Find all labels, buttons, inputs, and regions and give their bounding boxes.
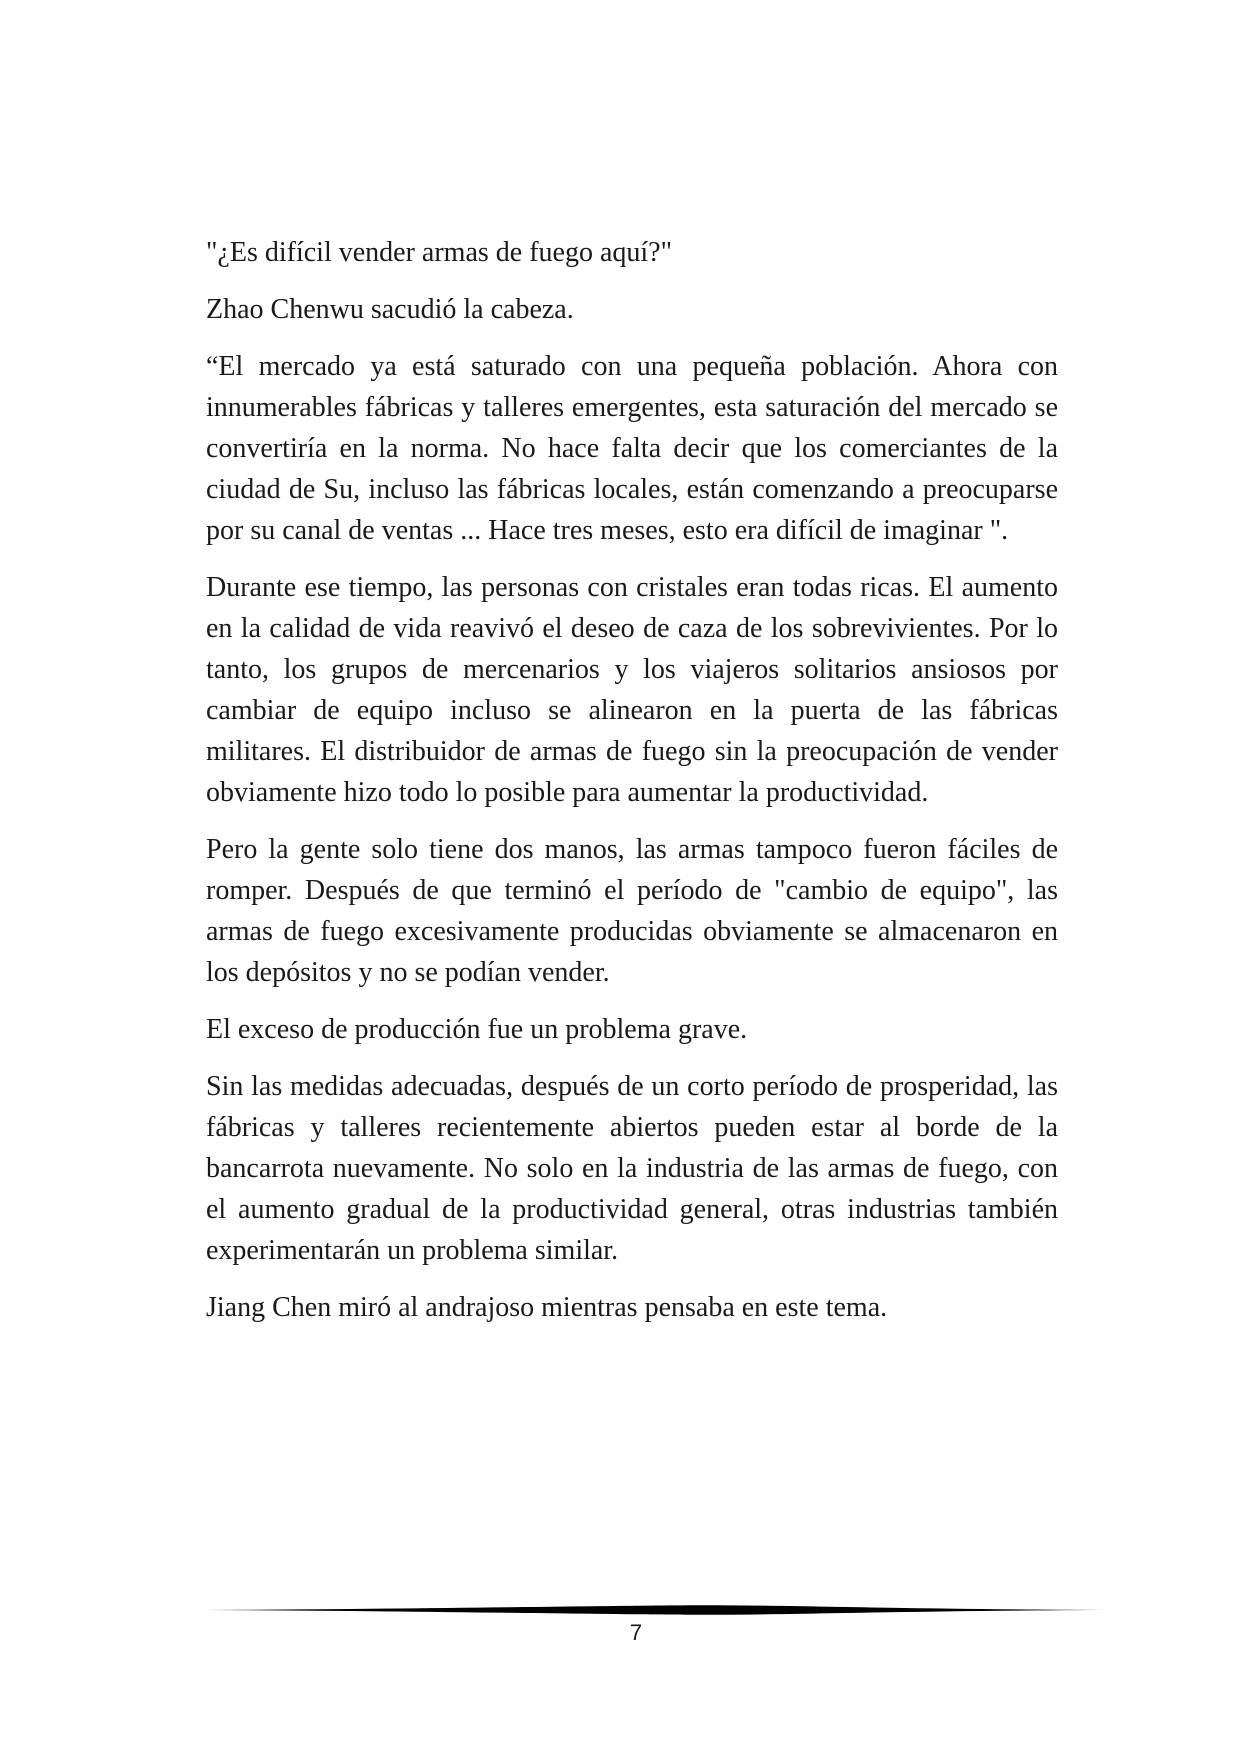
paragraph-jiang-chen: Jiang Chen miró al andrajoso mientras pensaba en este tema. — [206, 1292, 888, 1323]
paragraph-crystals-rich: Durante ese tiempo, las personas con cristales eran todas ricas. El aumento en la calidad de vida reavivó el deseo de caza de los sobrevivientes. Por lo tanto, los grupos de mercenarios y los viajeros solitarios ansiosos por cambiar de equipo incluso se alinearon en la puerta de las fábricas militares. El distribuidor de armas de fuego sin la preocupación de vender obviamente hizo todo lo posible para aumentar la productividad. — [206, 572, 1058, 808]
paragraph-two-hands: Pero la gente solo tiene dos manos, las armas tampoco fueron fáciles de romper. Después de que terminó el período de "cambio de equipo", las armas de fuego excesivamente producidas obviamente se almacenaron en los depósitos y no se podían vender. — [206, 834, 1058, 988]
paragraph-question: "¿Es difícil vender armas de fuego aquí?" — [206, 237, 673, 268]
footer-divider — [206, 1604, 1102, 1616]
paragraph-overproduction: El exceso de producción fue un problema grave. — [206, 1014, 748, 1045]
paragraph-market-saturation: “El mercado ya está saturado con una pequeña población. Ahora con innumerables fábricas y talleres emergentes, esta saturación del mercado se convertiría en la norma. No hace falta decir que los comerciantes de la ciudad de Su, incluso las fábricas locales, están comenzando a preocuparse por su canal de ventas ... Hace tres meses, esto era difícil de imaginar ". — [206, 351, 1058, 546]
page-number: 7 — [629, 1620, 643, 1645]
paragraph-bankruptcy: Sin las medidas adecuadas, después de un corto período de prosperidad, las fábricas y talleres recientemente abiertos pueden estar al borde de la bancarrota nuevamente. No solo en la industria de las armas de fuego, con el aumento gradual de la productividad general, otras industrias también experimentarán un problema similar. — [206, 1071, 1058, 1266]
body-text — [206, 232, 1058, 1344]
paragraph-shake-head: Zhao Chenwu sacudió la cabeza. — [206, 294, 574, 325]
